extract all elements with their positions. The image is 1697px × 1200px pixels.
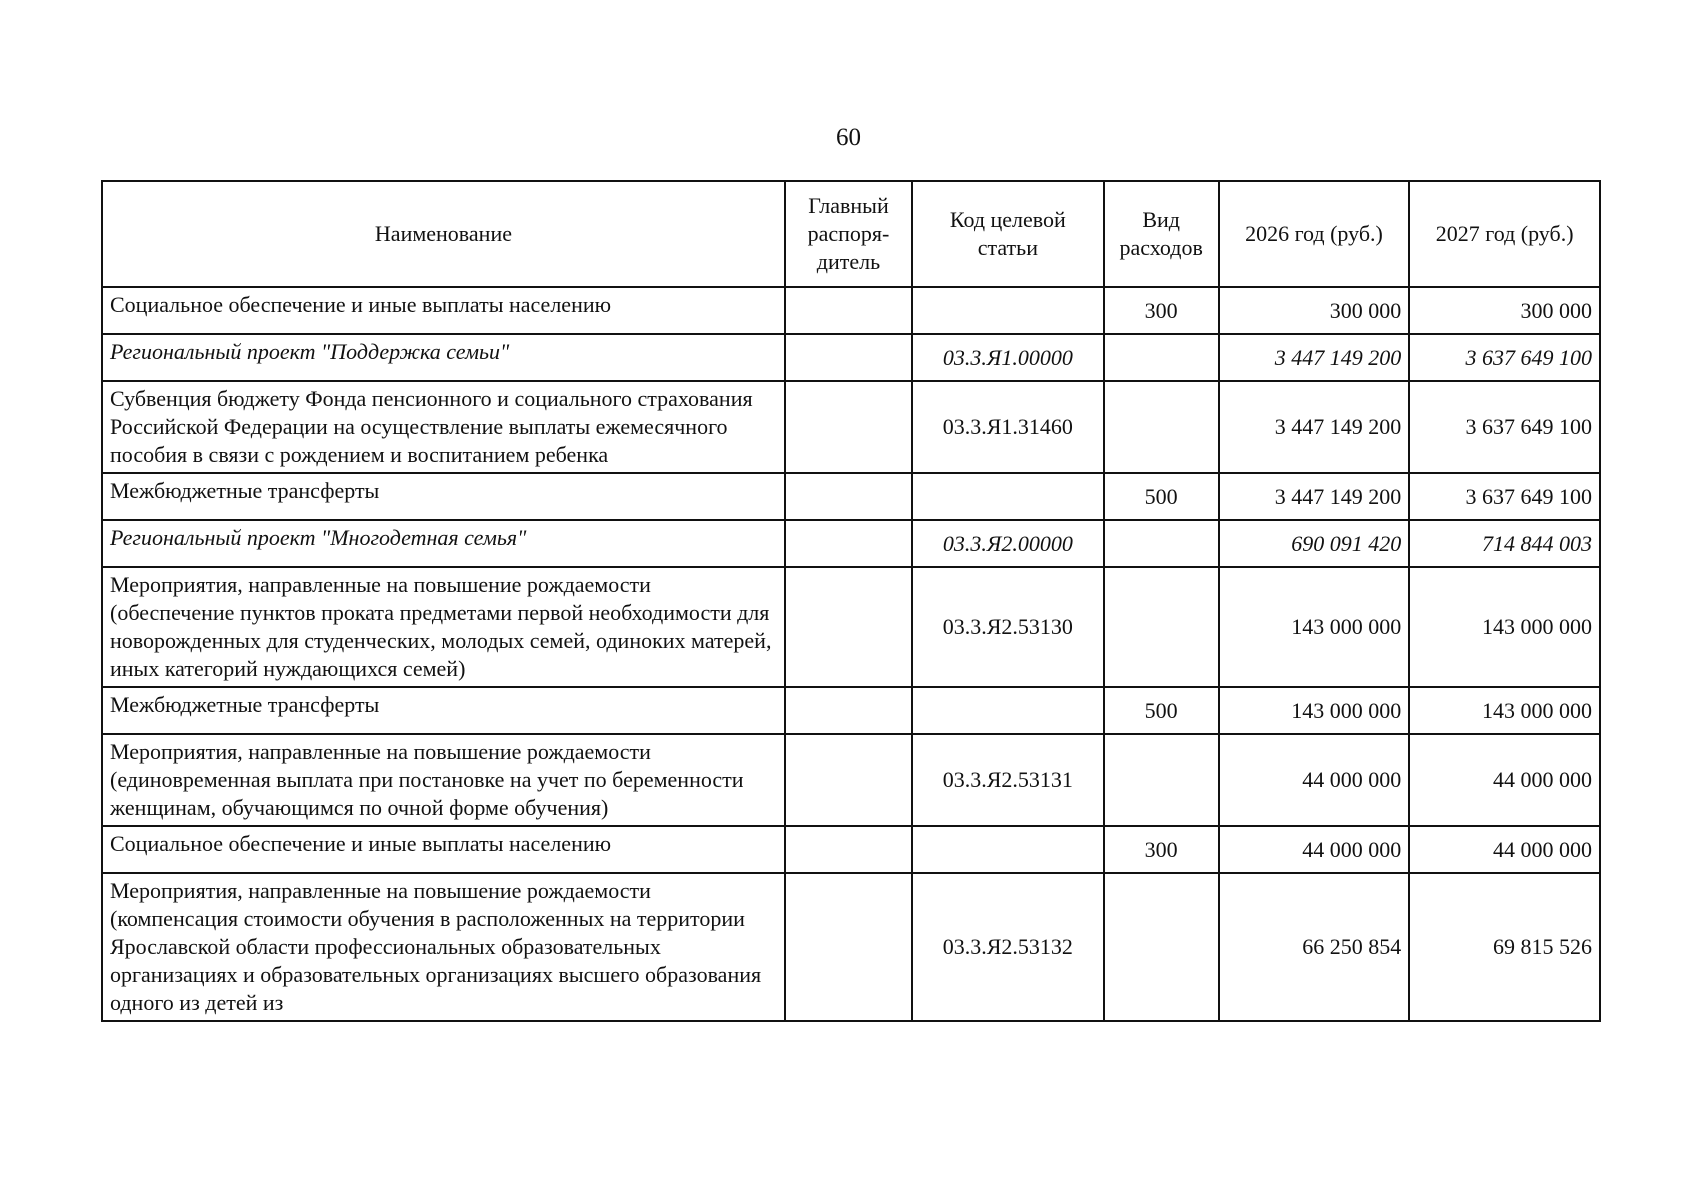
- cell-manager: [785, 381, 912, 473]
- table-row: [102, 687, 1600, 734]
- cell-y2026: 690 091 420: [1219, 520, 1410, 567]
- cell-name: Мероприятия, направленные на повышение рождаемости (единовременная выплата при постановке на учет по беременности женщинам, обучающимся по очной форме обучения): [102, 734, 785, 826]
- header-code: Код целевой статьи: [912, 181, 1104, 287]
- cell-kind: 500: [1104, 687, 1219, 734]
- header-manager: Главный распоря-дитель: [785, 181, 912, 287]
- cell-kind: [1104, 334, 1219, 381]
- cell-name: Региональный проект "Многодетная семья": [102, 520, 785, 567]
- cell-y2026: 44 000 000: [1219, 826, 1410, 873]
- cell-kind: [1104, 381, 1219, 473]
- cell-manager: [785, 873, 912, 1021]
- cell-y2027: 44 000 000: [1409, 826, 1600, 873]
- cell-name: Межбюджетные трансферты: [102, 473, 785, 520]
- cell-y2027: 3 637 649 100: [1409, 473, 1600, 520]
- cell-manager: [785, 287, 912, 334]
- cell-code: [912, 473, 1104, 520]
- cell-y2026: 44 000 000: [1219, 734, 1410, 826]
- header-2027: 2027 год (руб.): [1409, 181, 1600, 287]
- budget-table: [101, 180, 1601, 1022]
- cell-kind: [1104, 520, 1219, 567]
- cell-manager: [785, 520, 912, 567]
- cell-code: [912, 826, 1104, 873]
- cell-kind: 500: [1104, 473, 1219, 520]
- cell-y2027: 3 637 649 100: [1409, 334, 1600, 381]
- cell-manager: [785, 334, 912, 381]
- cell-code: [912, 287, 1104, 334]
- cell-y2026: 143 000 000: [1219, 687, 1410, 734]
- cell-kind: [1104, 873, 1219, 1021]
- table-row: [102, 734, 1600, 826]
- table-row: [102, 873, 1600, 1021]
- cell-y2026: 66 250 854: [1219, 873, 1410, 1021]
- cell-manager: [785, 734, 912, 826]
- table-row: [102, 826, 1600, 873]
- cell-manager: [785, 473, 912, 520]
- header-kind: Вид расходов: [1104, 181, 1219, 287]
- cell-y2027: 300 000: [1409, 287, 1600, 334]
- cell-y2026: 143 000 000: [1219, 567, 1410, 687]
- cell-name: Мероприятия, направленные на повышение рождаемости (компенсация стоимости обучения в расположенных на территории Ярославской области профессиональных образовательных организациях и образовательных организациях высшего образования одного из детей из: [102, 873, 785, 1021]
- cell-y2027: 714 844 003: [1409, 520, 1600, 567]
- cell-manager: [785, 687, 912, 734]
- page-number: 60: [836, 124, 861, 151]
- cell-y2027: 44 000 000: [1409, 734, 1600, 826]
- table-row: [102, 287, 1600, 334]
- cell-name: Субвенция бюджету Фонда пенсионного и социального страхования Российской Федерации на осуществление выплаты ежемесячного пособия в связи с рождением и воспитанием ребенка: [102, 381, 785, 473]
- cell-code: 03.3.Я2.53130: [912, 567, 1104, 687]
- cell-kind: [1104, 567, 1219, 687]
- table-row: [102, 567, 1600, 687]
- table-header-row: [102, 181, 1600, 287]
- table-row: [102, 334, 1600, 381]
- cell-y2027: 69 815 526: [1409, 873, 1600, 1021]
- table-row: [102, 473, 1600, 520]
- cell-y2027: 143 000 000: [1409, 567, 1600, 687]
- cell-manager: [785, 567, 912, 687]
- header-2026: 2026 год (руб.): [1219, 181, 1410, 287]
- cell-name: Социальное обеспечение и иные выплаты населению: [102, 287, 785, 334]
- cell-name: Межбюджетные трансферты: [102, 687, 785, 734]
- cell-y2026: 300 000: [1219, 287, 1410, 334]
- cell-y2026: 3 447 149 200: [1219, 334, 1410, 381]
- cell-y2026: 3 447 149 200: [1219, 473, 1410, 520]
- cell-name: Мероприятия, направленные на повышение рождаемости (обеспечение пунктов проката предметами первой необходимости для новорожденных для студенческих, молодых семей, одиноких матерей, иных категорий нуждающихся семей): [102, 567, 785, 687]
- cell-code: 03.3.Я1.00000: [912, 334, 1104, 381]
- cell-kind: 300: [1104, 826, 1219, 873]
- header-name: Наименование: [102, 181, 785, 287]
- cell-code: 03.3.Я2.00000: [912, 520, 1104, 567]
- cell-y2026: 3 447 149 200: [1219, 381, 1410, 473]
- cell-name: Социальное обеспечение и иные выплаты населению: [102, 826, 785, 873]
- cell-code: 03.3.Я2.53132: [912, 873, 1104, 1021]
- cell-code: 03.3.Я2.53131: [912, 734, 1104, 826]
- table-body: [102, 287, 1600, 1021]
- cell-manager: [785, 826, 912, 873]
- cell-code: [912, 687, 1104, 734]
- cell-y2027: 143 000 000: [1409, 687, 1600, 734]
- cell-kind: [1104, 734, 1219, 826]
- table-row: [102, 520, 1600, 567]
- cell-y2027: 3 637 649 100: [1409, 381, 1600, 473]
- cell-code: 03.3.Я1.31460: [912, 381, 1104, 473]
- cell-kind: 300: [1104, 287, 1219, 334]
- table-row: [102, 381, 1600, 473]
- cell-name: Региональный проект "Поддержка семьи": [102, 334, 785, 381]
